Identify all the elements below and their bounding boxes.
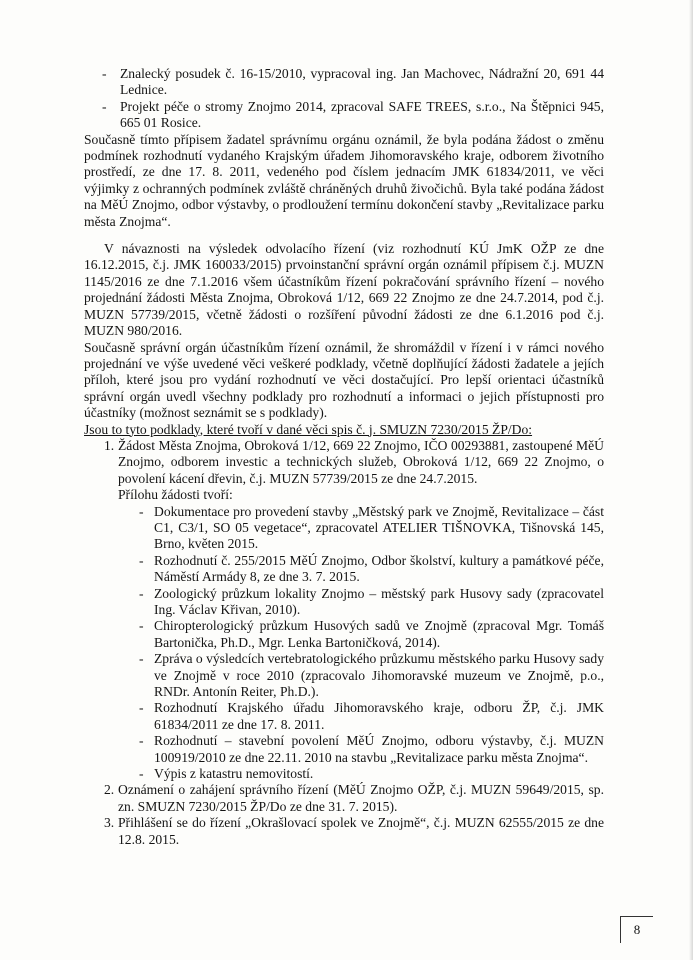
subitem-text: Chiropterologický průzkum Husových sadů ve Znojmě (zpracoval Mgr. Tomáš Bartonička, Ph.D., Mgr. Lenka Bartoničková, 2014). <box>154 618 604 650</box>
document-body <box>84 66 604 848</box>
list-dash: - <box>139 618 144 634</box>
list-dash: - <box>139 733 144 749</box>
item-number: 3. <box>104 815 115 831</box>
attachment-subitem <box>84 733 604 766</box>
list-item-text: Projekt péče o stromy Znojmo 2014, zpracoval SAFE TREES, s.r.o., Na Štěpnici 945, 665 01 Rosice. <box>120 98 604 131</box>
subitem-text: Zpráva o výsledcích vertebratologického průzkumu městského parku Husovy sady ve Znojmě v roce 2010 (zpracovalo Jihomoravské muzeum ve Znojmě, p.o., RNDr. Antonín Reiter, Ph.D.). <box>154 651 604 700</box>
subitem-text: Zoologický průzkum lokality Znojmo – městský park Husovy sady (zpracovatel Ing. Václav Křivan, 2010). <box>154 585 604 617</box>
paragraph-appeal-result: V návaznosti na výsledek odvolacího řízení (viz rozhodnutí KÚ JmK OŽP ze dne 16.12.2015, č.j. JMK 160033/2015) prvoinstanční správní orgán oznámil přípisem č.j. MUZN 1145/2016 ze dne 7.1.2016 všem účastníkům řízení pokračování správního řízení – nového projednání žádosti Města Znojma, Obroková 1/12, 669 22 Znojmo ze dne 24.7.2014, pod č.j. MUZN 57739/2015, včetně žádosti o rozšíření původní žádosti ze dne 6.1.2016 pod č.j. MUZN 980/2016. <box>84 241 604 339</box>
attachment-subitem <box>84 553 604 586</box>
numbered-item <box>84 438 604 487</box>
numbered-item <box>84 782 604 815</box>
paragraph-documents-heading: Jsou to tyto podklady, které tvoří v dané věci spis č. j. SMUZN 7230/2015 ŽP/Do: <box>84 421 533 437</box>
subitem-text: Rozhodnutí č. 255/2015 MěÚ Znojmo, Odbor školství, kultury a památkové péče, Náměstí Armády 8, ze dne 3. 7. 2015. <box>154 552 604 585</box>
list-dash: - <box>102 66 107 81</box>
subitem-text: Dokumentace pro provedení stavby „Městský park ve Znojmě, Revitalizace – část C1, C3/1, SO 05 vegetace“, zpracovatel ATELIER TIŠNOVKA, Tišnovská 145, Brno, květen 2015. <box>154 503 604 552</box>
attachment-subitem <box>84 586 604 619</box>
subitem-text: Výpis z katastru nemovitostí. <box>154 766 314 782</box>
item-text: Oznámení o zahájení správního řízení (MěÚ Znojmo OŽP, č.j. MUZN 59649/2015, sp. zn. SMUZN 7230/2015 ŽP/Do ze dne 31. 7. 2015). <box>118 782 604 814</box>
subitem-text: Rozhodnutí Krajského úřadu Jihomoravského kraje, odboru ŽP, č.j. JMK 61834/2011 ze dne 17. 8. 2011. <box>154 700 604 732</box>
attachment-subitem <box>84 504 604 553</box>
list-dash: - <box>139 503 144 519</box>
item-text: Žádost Města Znojma, Obroková 1/12, 669 22 Znojmo, IČO 00293881, zastoupené MěÚ Znojmo, odborem investic a technických služeb, Obroková 1/12, 669 22 Znojmo, o povolení kácení dřevin, č.j. MUZN 57739/2015 ze dne 24.7.2015. <box>118 437 604 486</box>
list-dash: - <box>102 98 107 114</box>
list-dash: - <box>139 552 144 568</box>
item-number: 2. <box>104 782 115 798</box>
paragraph-change-request: Současně tímto přípisem žadatel správnímu orgánu oznámil, že byla podána žádost o změnu podmínek rozhodnutí vydaného Krajským úřadem Jihomoravského kraje, odborem životního prostředí, ze dne 17. 8. 2011, vedeného pod číslem jednacím JMK 61834/2011, ve věci výjimky z ochranných podmínek zvláště chráněných druhů živočichů. Byla také podána žádost na MěÚ Znojmo, odbor výstavby, o prodloužení termínu dokončení stavby „Revitalizace parku města Znojma“. <box>84 131 604 229</box>
scan-edge-shadow <box>689 0 693 960</box>
page-number: 8 <box>620 916 653 943</box>
item-text: Přihlášení se do řízení „Okrašlovací spolek ve Znojmě“, č.j. MUZN 62555/2015 ze dne 12.8. 2015. <box>118 815 604 847</box>
item-number: 1. <box>104 437 115 453</box>
numbered-item <box>84 815 604 848</box>
attachment-list-item <box>84 66 604 99</box>
subitem-text: Rozhodnutí – stavební povolení MěÚ Znojmo, odboru výstavby, č.j. MUZN 100919/2010 ze dne 22.11. 2010 na stavbu „Revitalizace parku města Znojma“. <box>154 733 604 765</box>
attachment-subitem <box>84 651 604 700</box>
attachment-list-item <box>84 99 604 132</box>
list-dash: - <box>139 651 144 667</box>
attachments-label: Přílohu žádosti tvoří: <box>118 487 233 503</box>
attachment-subitem <box>84 766 604 782</box>
list-dash: - <box>139 585 144 601</box>
list-dash: - <box>139 700 144 716</box>
list-dash: - <box>139 766 144 782</box>
attachment-subitem <box>84 700 604 733</box>
attachment-subitem <box>84 618 604 651</box>
list-item-text: Znalecký posudek č. 16-15/2010, vypracoval ing. Jan Machovec, Nádražní 20, 691 44 Lednice. <box>120 66 604 98</box>
paragraph-documents-collected: Současně správní orgán účastníkům řízení oznámil, že shromáždil v řízení i v rámci nového projednání ve výše uvedené věci veškeré podklady, včetně doplňující žádosti žadatele a jejích příloh, které jsou pro vydání rozhodnutí ve věci dostačující. Pro lepší orientaci účastníků správní orgán uvedl všechny podklady pro rozhodnutí a informaci o jejich přístupnosti pro účastníky (možnost seznámit se s podklady). <box>84 339 604 421</box>
